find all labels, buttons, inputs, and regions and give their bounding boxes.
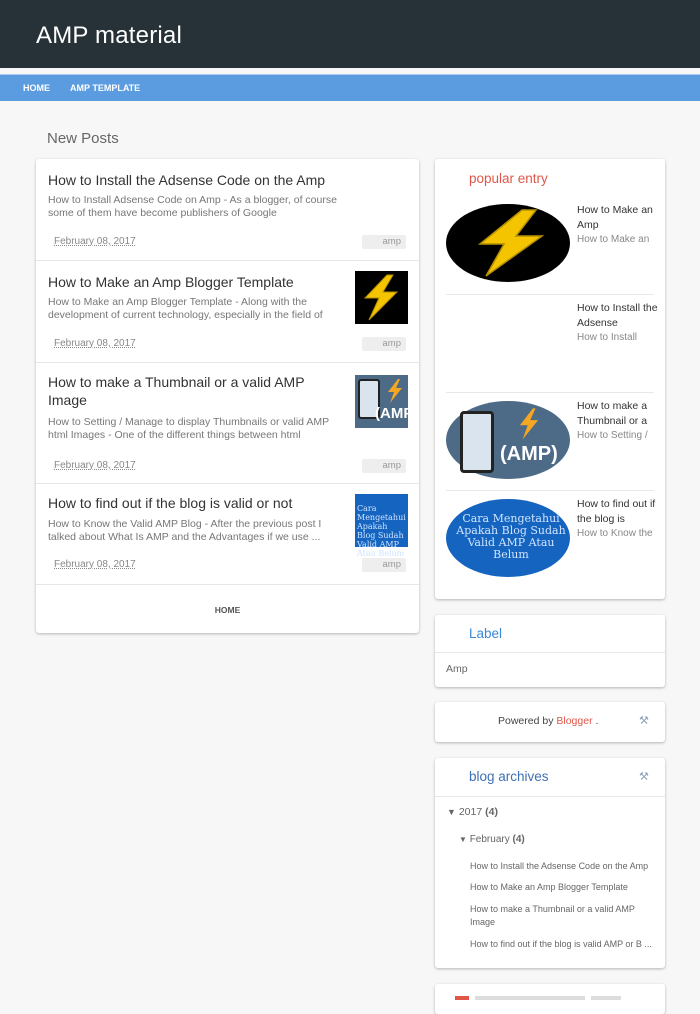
post-label[interactable]: amp [362, 459, 406, 473]
popular-thumbnail[interactable] [446, 401, 570, 479]
nav-item-amp-template[interactable]: AMP TEMPLATE [70, 83, 141, 93]
main-nav [0, 74, 700, 101]
post-title[interactable]: How to make a Thumbnail or a valid AMP Image [48, 374, 305, 408]
amp-badge: (AMP) [375, 405, 419, 422]
post-item [36, 261, 419, 363]
blogger-link[interactable]: Blogger [556, 715, 593, 727]
nav-item-home[interactable]: HOME [23, 83, 50, 93]
next-widget [435, 984, 665, 1014]
post-date[interactable]: February 08, 2017 [54, 338, 136, 349]
archive-year-count: (4) [485, 806, 498, 818]
post-thumbnail[interactable] [355, 271, 408, 324]
post-item [36, 363, 419, 484]
archive-post-link[interactable]: How to Install the Adsense Code on the Amp [470, 861, 649, 871]
post-date[interactable]: February 08, 2017 [54, 460, 136, 471]
popular-item[interactable] [435, 295, 665, 393]
post-date[interactable]: February 08, 2017 [54, 559, 136, 570]
post-snippet: How to Make an Amp Blogger Template - Along with the development of current technology, especially in the field of [48, 296, 323, 321]
post-title[interactable]: How to Install the Adsense Code on the Amp [48, 172, 326, 188]
archive-month-count: (4) [512, 834, 525, 845]
blog-archives-title: blog archives [469, 769, 549, 784]
popular-item-title[interactable]: How to find out if the blog is [577, 498, 656, 525]
post-thumbnail[interactable] [355, 494, 408, 558]
section-title: New Posts [47, 130, 119, 147]
thumb-text-line: Valid AMP Atau Belum [357, 540, 405, 558]
archive-post-link[interactable]: How to Make an Amp Blogger Template [470, 882, 628, 892]
thumb-text-line: Apakah Blog Sudah [357, 522, 404, 540]
popular-entry-widget [435, 159, 665, 599]
post-title[interactable]: How to find out if the blog is valid or not [48, 495, 293, 511]
triangle-down-icon[interactable]: ▼ [447, 807, 456, 817]
archive-month-label[interactable]: February [469, 834, 510, 845]
popular-item-title[interactable]: How to make a Thumbnail or a [577, 400, 648, 427]
popular-item[interactable] [435, 194, 665, 292]
lightning-icon [355, 271, 408, 324]
post-item [36, 484, 419, 585]
attribution-widget [435, 702, 665, 742]
thumb-text-line: Cara Mengetahui [357, 504, 406, 522]
popular-item-snippet: How to Make an [577, 234, 650, 245]
post-snippet: How to Know the Valid AMP Blog - After the previous post I talked about What Is AMP and the Advantages if we use ... [48, 518, 322, 543]
archive-post-link[interactable]: How to make a Thumbnail or a valid AMP Image [470, 904, 635, 927]
widget-placeholder-bar [475, 996, 585, 1000]
triangle-down-icon[interactable]: ▼ [459, 835, 467, 844]
popular-entry-title: popular entry [469, 171, 548, 186]
divider [435, 796, 665, 797]
lightning-icon [446, 204, 570, 282]
posts-card [36, 159, 419, 633]
post-snippet: How to Setting / Manage to display Thumbnails or valid AMP html Images - One of the different things between html [48, 416, 329, 441]
thumb-text-line: Cara Mengetahui [462, 512, 560, 525]
post-label[interactable]: amp [362, 337, 406, 351]
post-item [36, 159, 419, 261]
powered-by-text: Powered by [498, 715, 554, 727]
popular-item[interactable] [435, 491, 665, 589]
widget-accent [455, 996, 469, 1000]
wrench-icon[interactable]: ⚒ [639, 715, 649, 727]
popular-thumbnail[interactable] [446, 499, 570, 577]
archive-post-link[interactable]: How to find out if the blog is valid AMP or B ... [470, 939, 652, 949]
lightning-icon [385, 378, 405, 404]
popular-item-snippet: How to Install [577, 332, 638, 343]
site-title[interactable]: AMP material [36, 22, 183, 49]
post-snippet: How to Install Adsense Code on Amp - As a blogger, of course some of them have become publishers of Google [48, 194, 337, 219]
post-thumbnail[interactable] [355, 375, 419, 428]
label-widget-title: Label [469, 626, 503, 641]
popular-item-title[interactable]: How to Make an Amp [577, 204, 653, 231]
popular-item-title[interactable]: How to Install the Adsense [577, 302, 658, 329]
thumb-text-line: Apakah Blog Sudah [456, 524, 566, 537]
label-widget [435, 615, 665, 687]
blog-archives-widget [435, 758, 665, 968]
popular-thumbnail[interactable] [446, 204, 570, 282]
popular-item[interactable] [435, 393, 665, 491]
archive-year-label[interactable]: 2017 [458, 806, 483, 818]
widget-placeholder-bar [591, 996, 621, 1000]
post-label[interactable]: amp [362, 235, 406, 249]
powered-suffix: . [595, 715, 599, 727]
thumb-text-line: Valid AMP Atau Belum [467, 536, 555, 561]
archive-month[interactable] [459, 834, 525, 845]
label-item-amp[interactable]: Amp [446, 663, 468, 675]
post-title[interactable]: How to Make an Amp Blogger Template [48, 274, 294, 290]
post-label[interactable]: amp [362, 558, 406, 572]
amp-badge: (AMP) [500, 443, 558, 465]
archive-year[interactable] [447, 806, 498, 818]
home-link[interactable]: HOME [214, 605, 241, 615]
lightning-icon [516, 407, 542, 441]
wrench-icon[interactable]: ⚒ [639, 771, 649, 783]
popular-item-snippet: How to Setting / [577, 430, 648, 441]
popular-item-snippet: How to Know the [577, 528, 653, 539]
divider [435, 652, 665, 653]
post-date[interactable]: February 08, 2017 [54, 236, 136, 247]
site-header [0, 0, 700, 68]
